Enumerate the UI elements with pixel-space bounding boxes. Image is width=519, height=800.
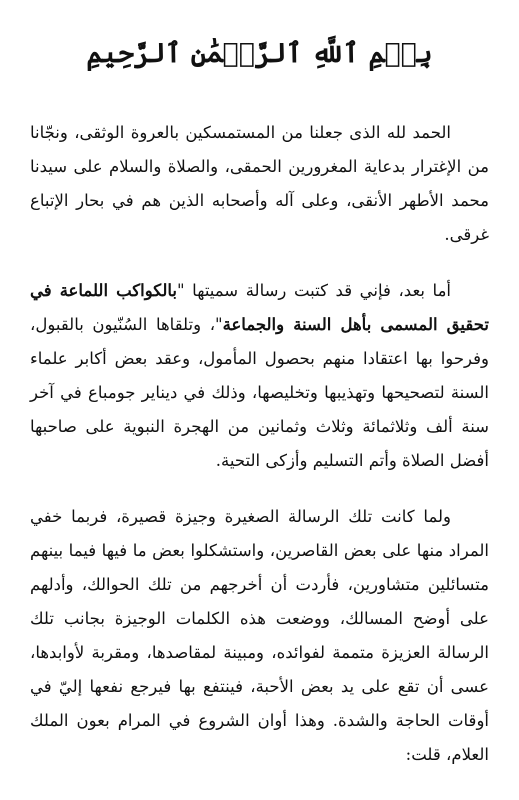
- paragraph-introduction-lead: أما بعد، فإني قد كتبت رسالة سميتها ": [177, 281, 452, 300]
- paragraph-purpose: ولما كانت تلك الرسالة الصغيرة وجيزة قصيرة، فربما خفي المراد منها على بعض القاصرين، واستشكلوا بعض ما فيها فيما بينهم متسائلين متشاورين، فأردت أن أخرجهم من تلك الحوالك، وأدلهم على أوضح المسالك، ووضعت هذه الكلمات الوجيزة بجانب تلك الرسالة العزيزة متممة لفوائده، ومبينة لمقاصدها، ومقربة لأوابدها، عسى أن تقع على يد بعض الأحبة، فينتفع بها فيرجع نفعها إليّ في أوقات الحاجة والشدة. وهذا أوان الشروع في المرام بعون الملك العلام، قلت:: [30, 507, 489, 764]
- basmala-heading: بِسۡمِ ٱللَّهِ ٱلرَّحۡمَٰنِ ٱلرَّحِيمِ: [86, 38, 433, 69]
- paragraph-praise: الحمد لله الذى جعلنا من المستمسكين بالعروة الوثقى، ونجّانا من الإغترار بدعاية المغرورين الحمقى، والصلاة والسلام على سيدنا محمد الأطهر الأنقى، وعلى آله وأصحابه الذين هم في بحار الإتباع غرقى.: [30, 123, 489, 244]
- treatise-title: بالكواكب اللماعة في تحقيق المسمى بأهل السنة والجماعة: [30, 281, 489, 334]
- paragraph-introduction: [30, 274, 489, 478]
- paragraph-introduction-rest: "، وتلقاها السُنّيون بالقبول، وفرحوا بها اعتقادا منهم بحصول المأمول، وعقد بعض أكابر علماء السنة لتصحيحها وتهذيبها وتخليصها، وذلك في ديناير جومباع في آخر سنة ألف وثلاثمائة وثلاث وثمانين من الهجرة النبوية على صاحبها أفضل الصلاة وأتم التسليم وأزكى التحية.: [30, 315, 489, 470]
